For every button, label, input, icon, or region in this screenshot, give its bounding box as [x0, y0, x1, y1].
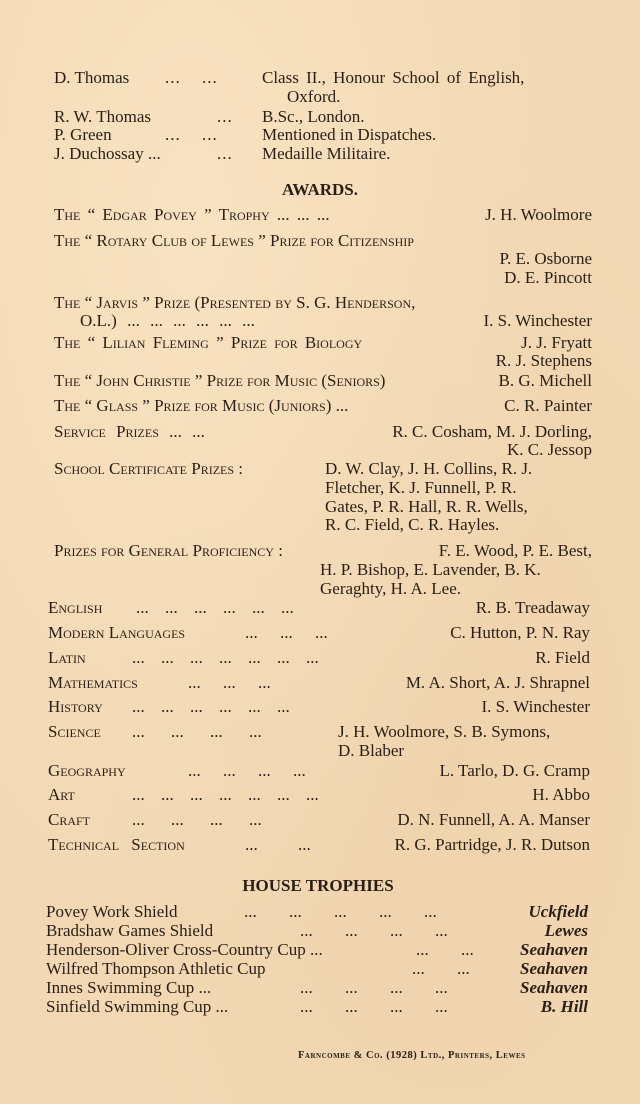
- leader-dots: ... ... ... ...: [300, 978, 448, 997]
- leader-dots: ...: [217, 107, 233, 126]
- honour-detail: Class II., Honour School of English,: [262, 68, 525, 87]
- award-label: Prizes for General Proficiency :: [54, 541, 283, 560]
- leader-dots: ... ... ... ...: [132, 722, 262, 741]
- house-name: Uckfield: [528, 902, 588, 921]
- subject-label: Mathematics: [48, 673, 138, 692]
- honour-name: J. Duchossay ...: [54, 144, 161, 163]
- subject-winner: R. B. Treadaway: [475, 598, 590, 617]
- trophy-name: Innes Swimming Cup ...: [46, 978, 212, 997]
- honour-detail: Mentioned in Dispatches.: [262, 125, 437, 144]
- award-label: The “ Edgar Povey ” Trophy ... ... ...: [54, 205, 330, 224]
- house-name: Seahaven: [520, 959, 588, 978]
- subject-winner: I. S. Winchester: [481, 697, 590, 716]
- house-name: B. Hill: [540, 997, 588, 1016]
- award-winner: H. P. Bishop, E. Lavender, B. K.: [320, 560, 541, 579]
- leader-dots: ... ... ... ... ... ... ...: [132, 785, 319, 804]
- house-name: Seahaven: [520, 978, 588, 997]
- leader-dots: ... ... ... ... ... ...: [132, 697, 290, 716]
- subject-label: English: [48, 598, 103, 617]
- trophy-name: Henderson-Oliver Cross-Country Cup ...: [46, 940, 323, 959]
- award-winner: F. E. Wood, P. E. Best,: [438, 541, 592, 560]
- award-winner: J. J. Fryatt: [521, 333, 592, 352]
- trophy-name: Povey Work Shield: [46, 902, 178, 921]
- leader-dots: ... ...: [165, 125, 218, 144]
- award-winner: I. S. Winchester: [483, 311, 592, 330]
- subject-label: Technical Section: [48, 835, 185, 854]
- subject-label: Science: [48, 722, 101, 741]
- award-label: Service Prizes ... ...: [54, 422, 205, 441]
- awards-heading: AWARDS.: [281, 180, 359, 199]
- honour-name: P. Green: [54, 125, 112, 144]
- subject-label: Art: [48, 785, 75, 804]
- award-winner: D. E. Pincott: [504, 268, 592, 287]
- award-winner: K. C. Jessop: [506, 440, 592, 459]
- award-winner: R. J. Stephens: [495, 351, 592, 370]
- house-name: Seahaven: [520, 940, 588, 959]
- subject-winner: D. N. Funnell, A. A. Manser: [397, 810, 590, 829]
- leader-dots: ... ... ... ...: [300, 921, 448, 940]
- subject-winner: R. G. Partridge, J. R. Dutson: [394, 835, 590, 854]
- subject-winner: R. Field: [535, 648, 590, 667]
- subject-winner: J. H. Woolmore, S. B. Symons,: [338, 722, 551, 741]
- leader-dots: ... ... ... ...: [300, 997, 448, 1016]
- award-winner: J. H. Woolmore: [485, 205, 592, 224]
- leader-dots: ... ... ... ...: [132, 810, 262, 829]
- printer-credit: Farncombe & Co. (1928) Ltd., Printers, Lewes: [298, 1050, 526, 1061]
- subject-winner: H. Abbo: [532, 785, 590, 804]
- leader-dots: ...: [217, 144, 233, 163]
- honour-detail: B.Sc., London.: [262, 107, 365, 126]
- trophy-name: Wilfred Thompson Athletic Cup: [46, 959, 266, 978]
- award-label: School Certificate Prizes :: [54, 459, 243, 478]
- trophy-name: Sinfield Swimming Cup ...: [46, 997, 229, 1016]
- award-label: The “ Glass ” Prize for Music (Juniors) ...: [54, 396, 349, 415]
- award-label: The “ Jarvis ” Prize (Presented by S. G. Henderson,: [54, 293, 416, 312]
- subject-winner: D. Blaber: [338, 741, 405, 760]
- award-winner: R. C. Field, C. R. Hayles.: [325, 515, 500, 534]
- subject-label: History: [48, 697, 103, 716]
- house-name: Lewes: [544, 921, 588, 940]
- subject-winner: M. A. Short, A. J. Shrapnel: [405, 673, 590, 692]
- award-label: The “ Lilian Fleming ” Prize for Biology: [54, 333, 363, 352]
- award-winner: P. E. Osborne: [499, 249, 592, 268]
- subject-label: Geography: [48, 761, 126, 780]
- subject-label: Latin: [48, 648, 86, 667]
- subject-label: Craft: [48, 810, 91, 829]
- leader-dots: ... ... ... ... ... ...: [136, 598, 294, 617]
- honour-name: D. Thomas: [54, 68, 130, 87]
- leader-dots: ... ... ... ...: [188, 761, 306, 780]
- award-label: The “ Rotary Club of Lewes ” Prize for Citizenship: [54, 231, 414, 250]
- honour-detail: Medaille Militaire.: [262, 144, 391, 163]
- award-winner: Geraghty, H. A. Lee.: [320, 579, 461, 598]
- honour-name: R. W. Thomas: [54, 107, 151, 126]
- leader-dots: ... ... ... ... ... ... ...: [132, 648, 319, 667]
- leader-dots: ... ...: [165, 68, 218, 87]
- award-winner: D. W. Clay, J. H. Collins, R. J.: [325, 459, 533, 478]
- house-trophies-heading: HOUSE TROPHIES: [242, 876, 394, 895]
- leader-dots: ... ... ...: [245, 623, 328, 642]
- trophy-name: Bradshaw Games Shield: [46, 921, 214, 940]
- honour-detail: Oxford.: [287, 87, 341, 106]
- award-winner: B. G. Michell: [498, 371, 592, 390]
- subject-winner: L. Tarlo, D. G. Cramp: [439, 761, 590, 780]
- award-label-cont: O.L.) ... ... ... ... ... ...: [80, 311, 255, 330]
- subject-winner: C. Hutton, P. N. Ray: [450, 623, 590, 642]
- award-label: The “ John Christie ” Prize for Music (Seniors): [54, 371, 386, 390]
- leader-dots: ... ...: [245, 835, 311, 854]
- leader-dots: ... ... ...: [188, 673, 271, 692]
- award-winner: C. R. Painter: [504, 396, 592, 415]
- subject-label: Modern Languages: [48, 623, 186, 642]
- leader-dots: ... ...: [412, 959, 470, 978]
- award-winner: Fletcher, K. J. Funnell, P. R.: [325, 478, 517, 497]
- award-winner: Gates, P. R. Hall, R. R. Wells,: [325, 497, 528, 516]
- leader-dots: ... ...: [416, 940, 474, 959]
- award-winner: R. C. Cosham, M. J. Dorling,: [392, 422, 592, 441]
- leader-dots: ... ... ... ... ...: [244, 902, 437, 921]
